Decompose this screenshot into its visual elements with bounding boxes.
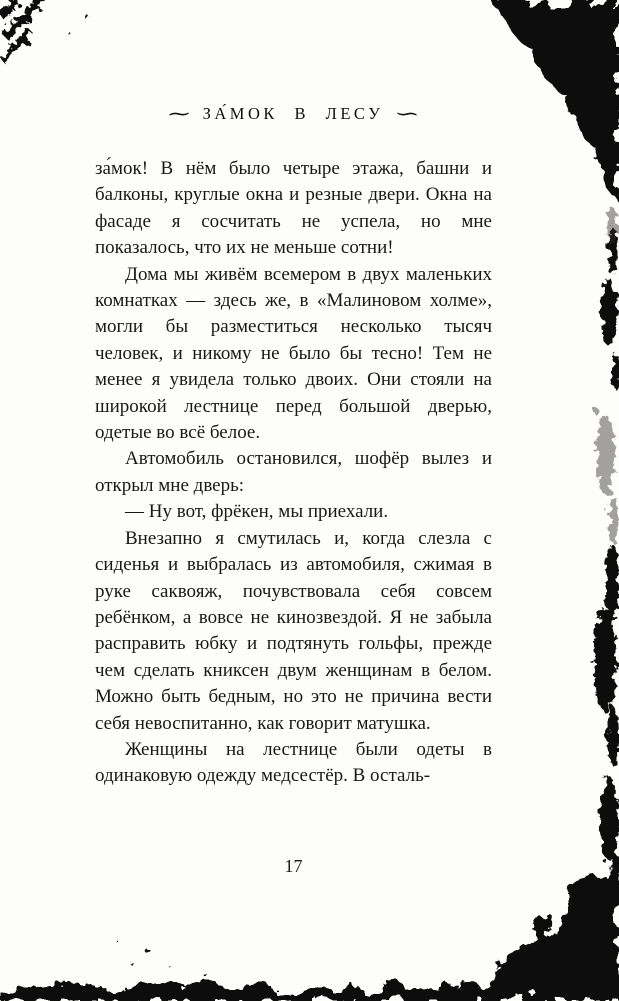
chapter-title: ЗА́МОК В ЛЕСУ [202,104,384,123]
page-number: 17 [284,856,303,876]
paragraph: Дома мы живём всемером в двух маленьких комнатках — здесь же, в «Малиновом холме», могли бы разместиться несколько тысяч человек, и никому не было бы тесно! Тем не менее я увидела только двоих. Они стояли на широкой лестнице перед большой дверью, одетые во всё белое. [95,263,492,444]
paragraph: Внезапно я смутилась и, когда слезла с сиденья и выбралась из автомобиля, сжимая в руке саквояж, почувствовала себя совсем ребёнком, а вовсе не кинозвездой. Я не забыла расправить юбку и подтянуть гольфы, прежде чем сделать книксен двум женщинам в белом. Можно быть бедным, но это не причина вести себя невоспитанно, как говорит матушка. [95,527,492,734]
paragraph-dialogue: — Ну вот, фрёкен, мы приехали. [125,501,389,523]
ink-faint-blotches [594,207,619,544]
paragraph-continuation: за́мок! В нём было четыре этажа, башни и балконы, круглые окна и резные двери. Окна на фасаде я сосчитать не успела, но мне показалось, что их не меньше сотни! [95,158,492,259]
header-ornament-right-icon: ∼ [394,103,421,125]
header-ornament-left-icon: ∼ [165,103,192,125]
body-text [95,156,492,790]
paragraph: Женщины на лестнице были одеты в одинаковую одежду медсестёр. В осталь- [95,738,492,787]
paragraph: Автомобиль остановился, шофёр вылез и открыл мне дверь: [95,448,492,496]
running-head [80,104,506,124]
